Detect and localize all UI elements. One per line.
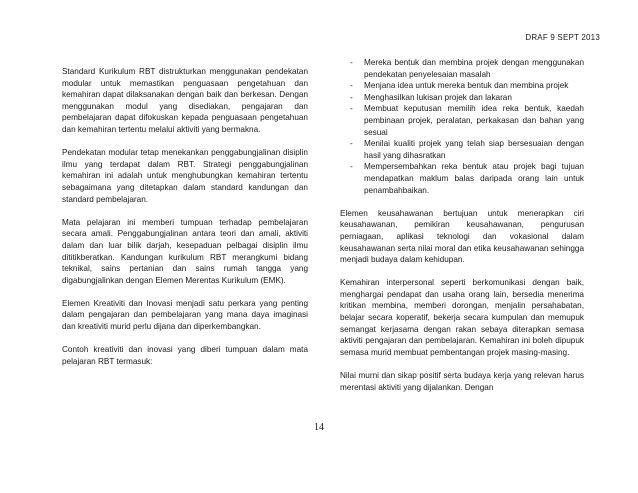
right-column (340, 57, 584, 405)
paragraph-interpersonal-skills: Kemahiran interpersonal seperti berkomunikasi dengan baik, menghargai pendapat dan usaha orang lain, bersedia menerima kritikan membina, memberi dorongan, menjalin persahabatan, belajar secara koperatif, bekerja secara kumpulan dan memupuk semangat kerjasama dengan rakan sebaya diterapkan semasa aktiviti pengajaran dan pembelajaran. Kemahiran ini boleh dipupuk semasa murid membuat pembentangan projek masing-masing. (340, 278, 584, 357)
paragraph-examples-intro: Contoh kreativiti dan inovasi yang diberi tumpuan dalam mata pelajaran RBT termasuk: (62, 345, 308, 366)
dash-marker: - (350, 162, 353, 172)
paragraph-modular-approach: Pendekatan modular tetap menekankan penggabungjalinan disiplin ilmu yang terdapat dalam RBT. Strategi penggabungjalinan kemahiran ini adalah untuk menghubungkan kemahiran tertentu sebagaimana yang ditetapkan dalam standard kandungan dan standard pembelajaran. (62, 148, 308, 204)
paragraph-modular-structure: Standard Kurikulum RBT distrukturkan menggunakan pendekatan modular untuk memastikan penguasaan pengetahuan dan kemahiran dapat dilaksanakan dengan baik dan berkesan. Dengan menggunakan modul yang disediakan, pengajaran dan pembelajaran dapat difokuskan kepada penguasaan pengetahuan dan kemahiran tertentu melalui aktiviti yang bermakna. (62, 67, 308, 134)
paragraph-entrepreneurship: Elemen keusahawanan bertujuan untuk menerapkan ciri keusahawanan, pemikiran keusahawanan, pengurusan perniagaan, aplikasi teknologi dan vokasional dalam keusahawanan serta nilai moral dan etika keusahawanan sehingga menjadi budaya dalam kehidupan. (340, 208, 584, 265)
list-item: - Mereka bentuk dan membina projek dengan menggunakan pendekatan penyelesaian masalah (350, 58, 584, 79)
page-number: 14 (314, 422, 324, 433)
dash-marker: - (350, 92, 353, 102)
dash-marker: - (350, 104, 353, 114)
dash-marker: - (350, 58, 353, 67)
paragraph-moral-values: Nilai murni dan sikap positif serta budaya kerja yang relevan harus merentasi aktiviti yang dijalankan. Dengan (340, 371, 584, 392)
left-column (62, 66, 308, 379)
dash-marker: - (350, 139, 353, 149)
list-item: - Mempersembahkan reka bentuk atau projek bagi tujuan mendapatkan maklum balas daripada orang lain untuk penambahbaikan. (350, 162, 584, 195)
paragraph-practical-focus: Mata pelajaran ini memberi tumpuan terhadap pembelajaran secara amali. Penggabungjalinan antara teori dan amali, aktiviti dalam dan luar bilik darjah, kesepaduan pelbagai disiplin ilmu dititikberatkan. Kandungan kurikulum RBT merangkumi bidang teknikal, sains pertanian dan sains rumah tangga yang digabungjalinkan dengan Elemen Merentas Kurikulum (EMK). (62, 217, 308, 285)
paragraph-creativity-innovation: Elemen Kreativiti dan Inovasi menjadi satu perkara yang penting dalam pengajaran dan pembelajaran yang mana daya imaginasi dan kreativiti murid perlu dijana dan diperkembangkan. (62, 298, 308, 332)
list-item: - Menjana idea untuk mereka bentuk dan membina projek (350, 81, 569, 91)
dash-marker: - (350, 81, 353, 91)
creativity-examples-list (340, 57, 584, 196)
list-item: - Membuat keputusan memilih idea reka bentuk, kaedah pembinaan projek, peralatan, perkakasan dan bahan yang sesuai (350, 104, 584, 137)
draft-date-header: DRAF 9 SEPT 2013 (525, 33, 600, 42)
list-item: - Menghasilkan lukisan projek dan lakaran (350, 92, 512, 102)
list-item: - Menilai kualiti projek yang telah siap bersesuaian dengan hasil yang dihasratkan (350, 139, 584, 160)
